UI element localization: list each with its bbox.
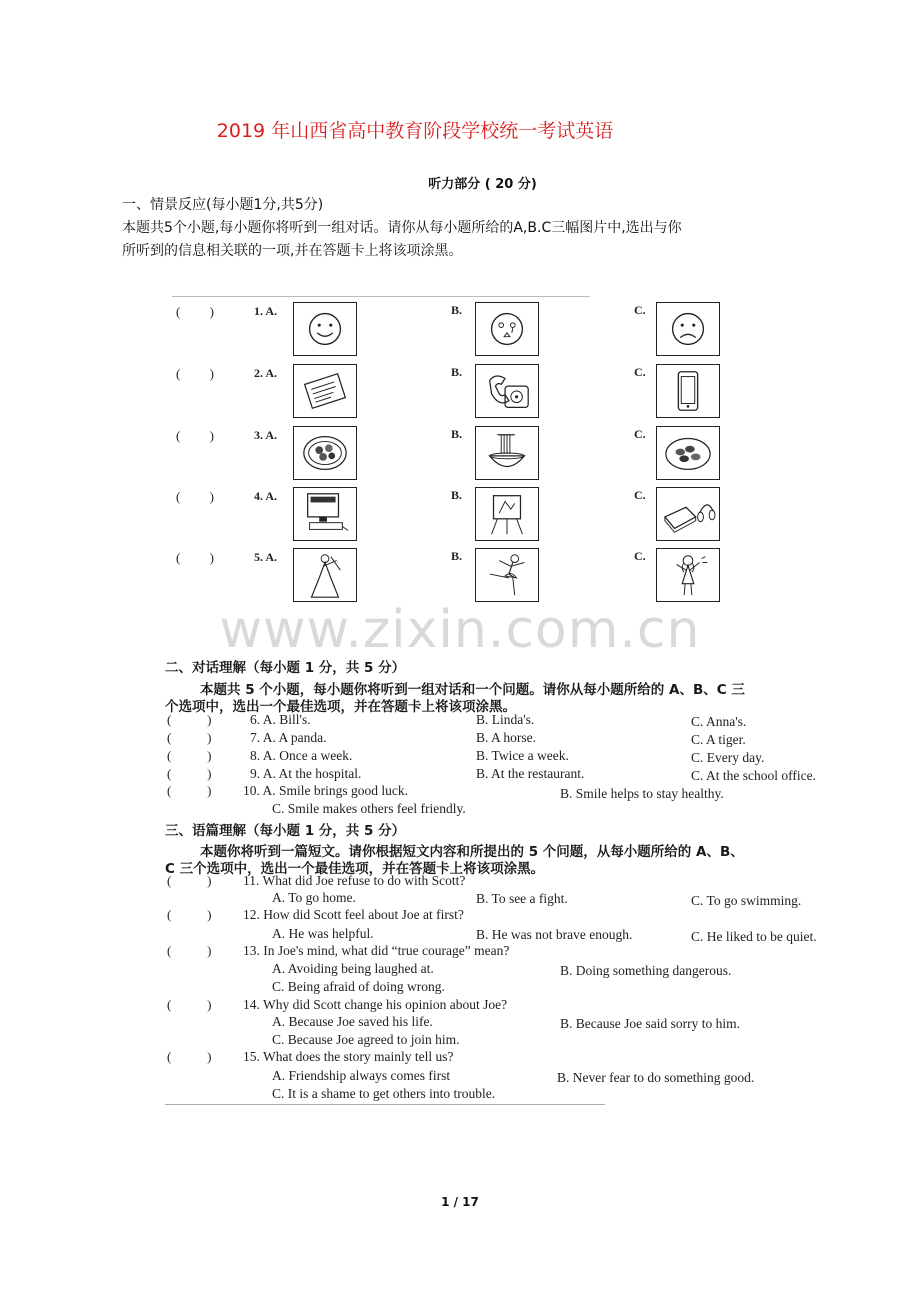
option-a: A. He was helpful. — [272, 926, 374, 941]
option-b-label: B. — [451, 365, 463, 379]
section1-heading: 一、情景反应(每小题1分,共5分) — [122, 197, 324, 213]
answer-paren: ( ) — [167, 907, 212, 922]
option-b: B. He was not brave enough. — [476, 927, 633, 942]
option-a: 6. A. Bill's. — [250, 712, 311, 727]
option-c: C. At the school office. — [691, 768, 816, 783]
section1-desc-line2: 所听到的信息相关联的一项,并在答题卡上将该项涂黑。 — [122, 243, 463, 259]
snack-plate-icon — [656, 426, 720, 480]
option-b: B. At the restaurant. — [476, 766, 585, 781]
section2-heading: 二、对话理解（每小题 1 分，共 5 分） — [165, 660, 406, 676]
section3-heading: 三、语篇理解（每小题 1 分，共 5 分） — [165, 823, 406, 839]
letter-icon — [293, 364, 357, 418]
question-number: 4. A. — [254, 489, 278, 503]
question-number: 1. A. — [254, 304, 278, 318]
violinist-icon — [293, 548, 357, 602]
answer-paren: ( ) — [176, 489, 214, 504]
question-text: 15. What does the story mainly tell us? — [243, 1049, 454, 1064]
drawing-easel-icon — [475, 487, 539, 541]
answer-paren: ( ) — [167, 766, 212, 781]
question-number: 5. A. — [254, 550, 278, 564]
scan-edge-line — [172, 296, 590, 297]
option-c-label: C. — [634, 303, 646, 317]
option-c-label: C. — [634, 365, 646, 379]
option-c: C. Smile makes others feel friendly. — [272, 801, 466, 816]
option-b: B. Linda's. — [476, 712, 535, 727]
section3-desc-line2: C 三个选项中，选出一个最佳选项，并在答题卡上将该项涂黑。 — [165, 861, 545, 877]
book-headphones-icon — [656, 487, 720, 541]
option-c: C. Anna's. — [691, 714, 747, 729]
section1-desc-line1: 本题共5个小题,每小题你将听到一组对话。请你从每小题所给的A,B.C三幅图片中,选出与你 — [122, 220, 682, 236]
section-subtitle: 听力部分 ( 20 分) — [428, 177, 537, 192]
answer-paren: ( ) — [167, 997, 212, 1012]
food-plate-icon — [293, 426, 357, 480]
option-c: C. It is a shame to get others into trouble. — [272, 1086, 496, 1101]
option-a: 10. A. Smile brings good luck. — [243, 783, 408, 798]
smiley-sad-icon — [656, 302, 720, 356]
noodles-bowl-icon — [475, 426, 539, 480]
option-b: B. Because Joe said sorry to him. — [560, 1016, 740, 1031]
answer-paren: ( ) — [167, 748, 212, 763]
option-b: B. A horse. — [476, 730, 537, 745]
option-a: 8. A. Once a week. — [250, 748, 353, 763]
option-a: A. Because Joe saved his life. — [272, 1014, 433, 1029]
option-a: 7. A. A panda. — [250, 730, 327, 745]
smiley-crying-icon — [475, 302, 539, 356]
option-b: B. To see a fight. — [476, 891, 568, 906]
mobile-phone-icon — [656, 364, 720, 418]
section2-desc-line1: 本题共 5 个小题，每小题你将听到一组对话和一个问题。请你从每小题所给的 A、B、C 三 — [200, 682, 745, 698]
page-number: 1 / 17 — [441, 1195, 479, 1209]
option-c-label: C. — [634, 427, 646, 441]
option-b-label: B. — [451, 303, 463, 317]
option-a: A. To go home. — [272, 890, 356, 905]
scan-bottom-edge — [165, 1104, 605, 1105]
answer-paren: ( ) — [167, 1049, 212, 1064]
option-b-label: B. — [451, 488, 463, 502]
option-b: B. Doing something dangerous. — [560, 963, 732, 978]
option-b-label: B. — [451, 549, 463, 563]
option-b: B. Never fear to do something good. — [557, 1070, 755, 1085]
option-a: 9. A. At the hospital. — [250, 766, 362, 781]
option-c: C. He liked to be quiet. — [691, 929, 817, 944]
answer-paren: ( ) — [167, 730, 212, 745]
answer-paren: ( ) — [176, 366, 214, 381]
computer-game-icon — [293, 487, 357, 541]
answer-paren: ( ) — [167, 783, 212, 798]
option-b: B. Twice a week. — [476, 748, 569, 763]
option-c: C. Because Joe agreed to join him. — [272, 1032, 460, 1047]
option-c: C. Every day. — [691, 750, 765, 765]
option-c-label: C. — [634, 488, 646, 502]
section2-desc-line2: 个选项中，选出一个最佳选项，并在答题卡上将该项涂黑。 — [165, 699, 516, 715]
option-c: C. A tiger. — [691, 732, 746, 747]
watermark: www.zixin.com.cn — [219, 600, 701, 660]
smiley-happy-icon — [293, 302, 357, 356]
option-c-label: C. — [634, 549, 646, 563]
question-text: 12. How did Scott feel about Joe at first? — [243, 907, 464, 922]
question-number: 2. A. — [254, 366, 278, 380]
answer-paren: ( ) — [167, 873, 212, 888]
option-a: A. Avoiding being laughed at. — [272, 961, 434, 976]
telephone-icon — [475, 364, 539, 418]
answer-paren: ( ) — [176, 550, 214, 565]
answer-paren: ( ) — [167, 943, 212, 958]
option-a: A. Friendship always comes first — [272, 1068, 451, 1083]
question-text: 14. Why did Scott change his opinion about Joe? — [243, 997, 508, 1012]
answer-paren: ( ) — [176, 304, 214, 319]
question-number: 3. A. — [254, 428, 278, 442]
option-b-label: B. — [451, 427, 463, 441]
answer-paren: ( ) — [167, 712, 212, 727]
answer-paren: ( ) — [176, 428, 214, 443]
option-c: C. Being afraid of doing wrong. — [272, 979, 445, 994]
option-c: C. To go swimming. — [691, 893, 802, 908]
singer-girl-icon — [656, 548, 720, 602]
question-text: 13. In Joe's mind, what did “true courage” mean? — [243, 943, 510, 958]
section3-desc-line1: 本题你将听到一篇短文。请你根据短文内容和所提出的 5 个问题，从每小题所给的 A、B、 — [200, 844, 744, 860]
option-b: B. Smile helps to stay healthy. — [560, 786, 724, 801]
page-title: 2019 年山西省高中教育阶段学校统一考试英语 — [216, 120, 614, 142]
ballet-dancer-icon — [475, 548, 539, 602]
question-text: 11. What did Joe refuse to do with Scott? — [243, 873, 466, 888]
